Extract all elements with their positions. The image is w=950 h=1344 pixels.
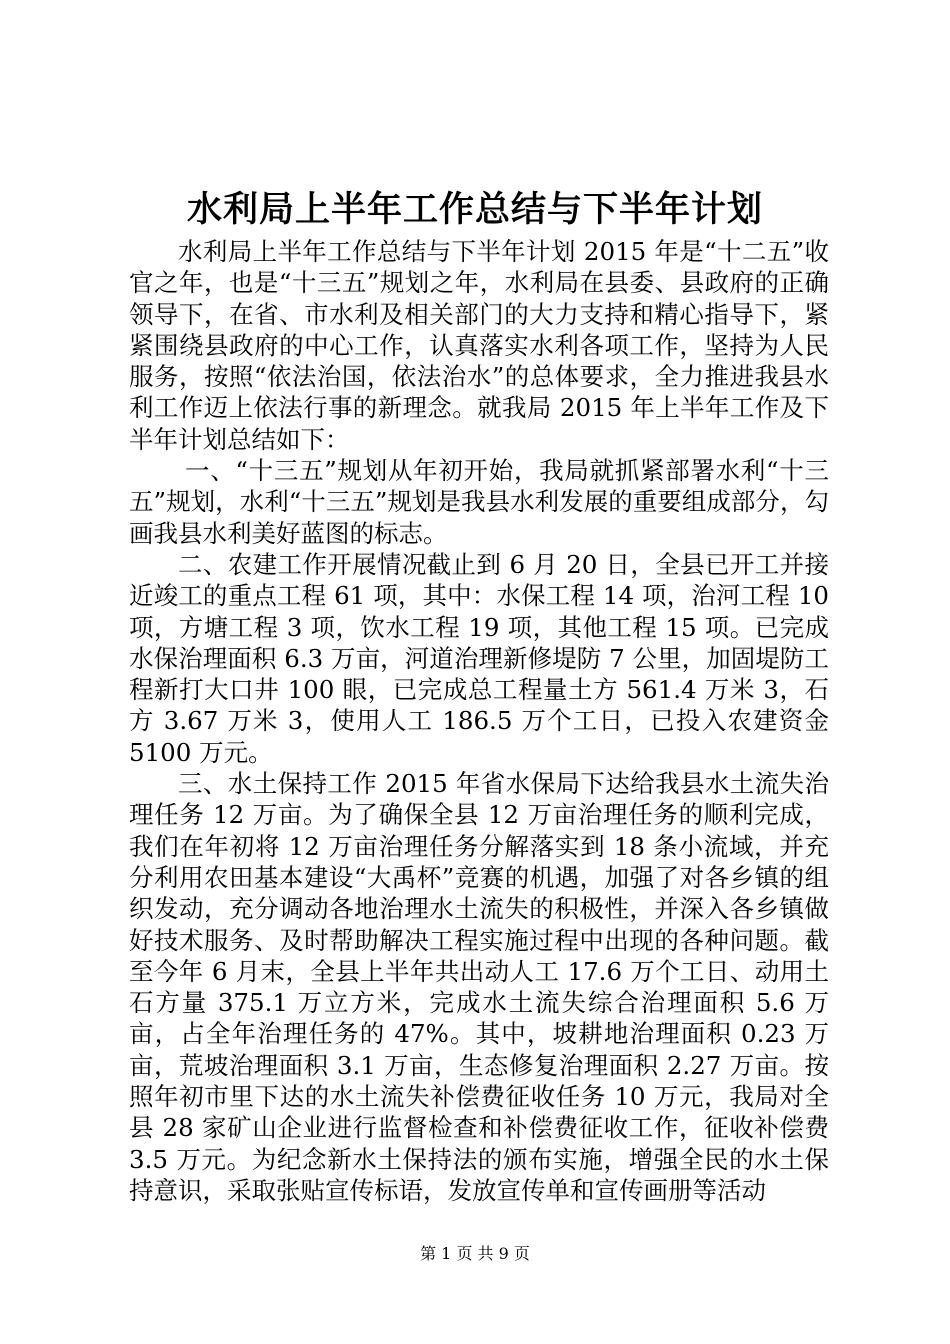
document-title: 水利局上半年工作总结与下半年计划 [186, 189, 763, 230]
page-number-footer: 第 1 页 共 9 页 [420, 1244, 530, 1263]
paragraph-intro: 水利局上半年工作总结与下半年计划 2015 年是“十二五”收官之年，也是“十三五”规划之年，水利局在县委、县政府的正确领导下，在省、市水利及相关部门的大力支持和精心指导下，紧紧围绕县政府的中心工作，认真落实水利各项工作，坚持为人民服务，按照“依法治国，依法治水”的总体要求，全力推进我县水利工作迈上依法行事的新理念。就我局 2015 年上半年工作及下半年计划总结如下： [129, 237, 829, 454]
paragraph-section-3: 三、水土保持工作 2015 年省水保局下达给我县水土流失治理任务 12 万亩。为了确保全县 12 万亩治理任务的顺利完成，我们在年初将 12 万亩治理任务分解落实到 18 条小流域，并充分利用农田基本建设“大禹杯”竞赛的机遇，加强了对各乡镇的组织发动，充分调动各地治理水土流失的积极性，并深入各乡镇做好技术服务、及时帮助解决工程实施过程中出现的各种问题。截至今年 6 月末，全县上半年共出动人工 17.6 万个工日、动用土石方量 375.1 万立方米，完成水土流失综合治理面积 5.6 万亩，占全年治理任务的 47%。其中，坡耕地治理面积 0.23 万亩，荒坡治理面积 3.1 万亩，生态修复治理面积 2.27 万亩。按照年初市里下达的水土流失补偿费征收任务 10 万元，我局对全县 28 家矿山企业进行监督检查和补偿费征收工作，征收补偿费 3.5 万元。为纪念新水土保持法的颁布实施，增强全民的水土保持意识，采取张贴宣传标语，发放宣传单和宣传画册等活动 [129, 769, 829, 1205]
document-body [129, 236, 829, 1206]
paragraph-section-1: 一、“十三五”规划从年初开始，我局就抓紧部署水利“十三五”规划，水利“十三五”规划是我县水利发展的重要组成部分，勾画我县水利美好蓝图的标志。 [129, 456, 829, 548]
paragraph-section-2: 二、农建工作开展情况截止到 6 月 20 日，全县已开工并接近竣工的重点工程 61 项，其中：水保工程 14 项，治河工程 10 项，方塘工程 3 项，饮水工程 19 项，其他工程 15 项。已完成水保治理面积 6.3 万亩，河道治理新修堤防 7 公里，加固堤防工程新打大口井 100 眼，已完成总工程量土方 561.4 万米 3，石方 3.67 万米 3，使用人工 186.5 万个工日，已投入农建资金 5100 万元。 [129, 549, 829, 767]
